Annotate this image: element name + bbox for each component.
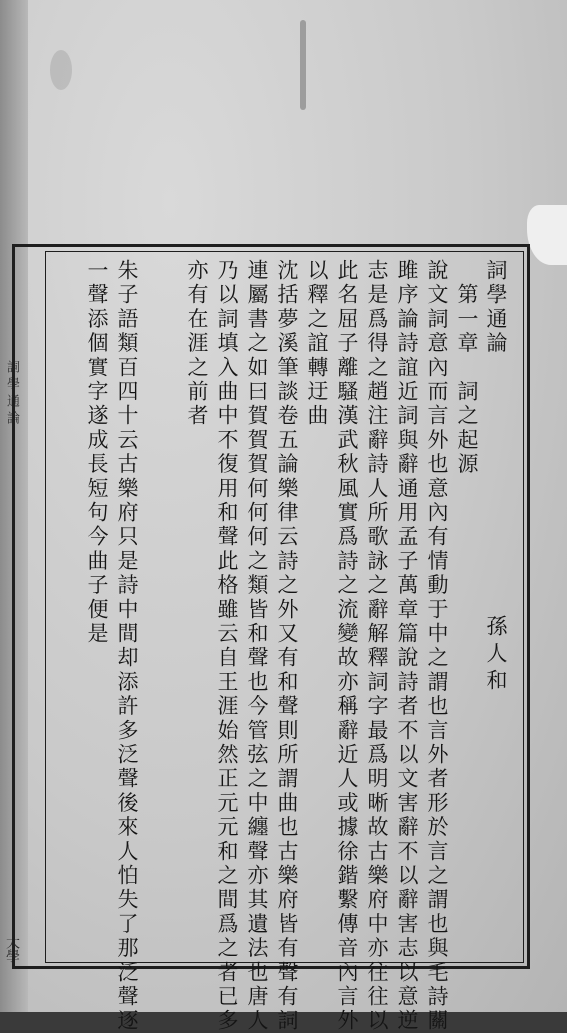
spine-label: 詞學通論: [4, 360, 19, 428]
corner-mark: 大學: [4, 935, 20, 963]
page-stain: [50, 50, 72, 90]
title: 詞學通論: [484, 259, 508, 356]
author-name: 孫人和: [484, 615, 508, 696]
text-column: 朱子語類百四十云古樂府只是詩中間却添許多泛聲後來人怕失了那泛聲逐: [115, 259, 139, 1033]
text-column: 此名屈子離騷漢武秋風實爲詩之流變故亦稱辭近人或據徐鍇繫傳音內言外: [335, 259, 359, 1033]
text-column: 乃以詞填入曲中不復用和聲此格雖云自王涯始然正元元和之間爲之者已多: [215, 259, 239, 1033]
chapter-heading: 第一章 詞之起源: [455, 259, 479, 477]
text-column: 雎序論詩誼近詞與辭通用孟子萬章篇說詩者不以文害辭不以辭害志以意逆: [395, 259, 419, 1033]
text-column: 亦有在涯之前者: [185, 259, 209, 429]
page-tear: [527, 205, 567, 265]
page-crack: [300, 20, 306, 110]
text-column: 沈括夢溪筆談卷五論樂律云詩之外又有和聲則所謂曲也古樂府皆有聲有詞: [275, 259, 299, 1033]
text-column: 以釋之誼轉迂曲: [305, 259, 329, 429]
text-column: 志是爲得之趙注辭詩人所歌詠之辭解釋詞字最爲明晰故古樂府中亦往往以: [365, 259, 389, 1033]
text-frame: [12, 244, 530, 1033]
text-column: 連屬書之如曰賀賀賀何何何之類皆和聲也今管弦之中纏聲亦其遺法也唐人: [245, 259, 269, 1033]
text-column: 說文詞意內而言外也意內有情動于中之謂也言外者形於言之謂也與毛詩關: [425, 259, 449, 1033]
text-column: 一聲添個實字遂成長短句今曲子便是: [85, 259, 109, 647]
